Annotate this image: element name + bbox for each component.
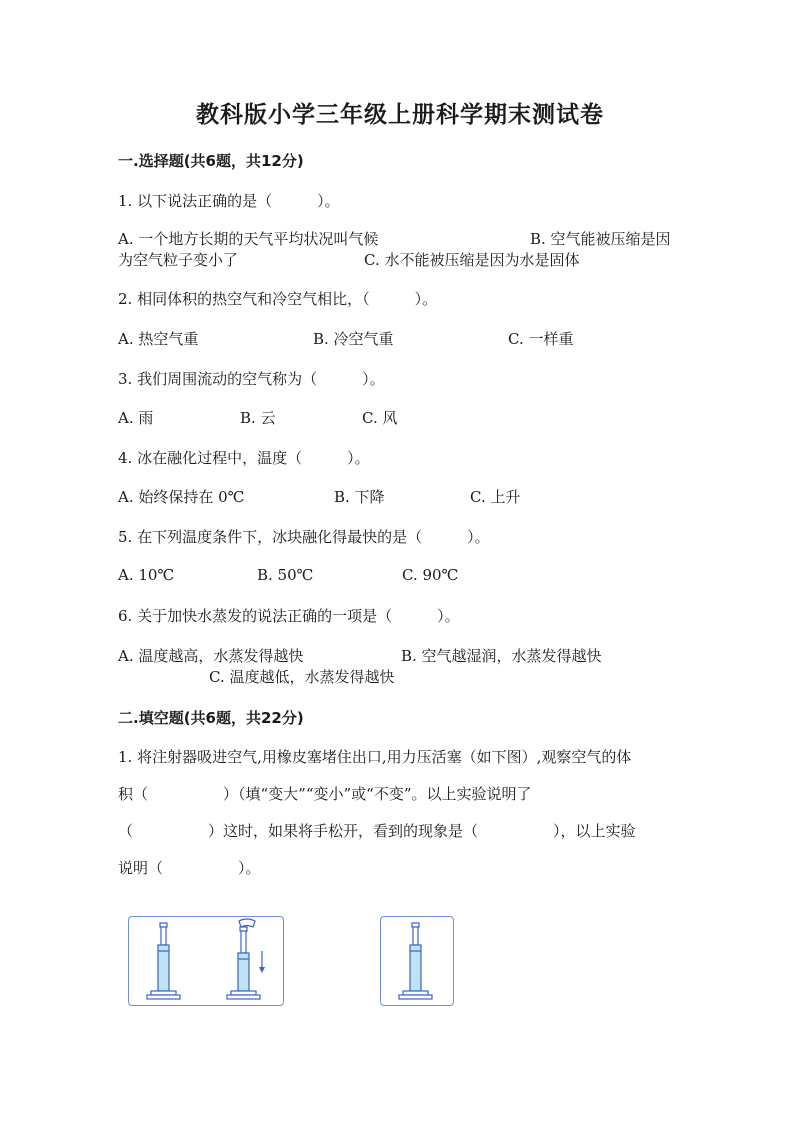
fill-question-1-line-2: 积（ ）（填“变大”“变小”或“不变”。以上实验说明了 <box>118 785 532 803</box>
question-3-option-b: B. 云 <box>240 409 276 427</box>
fill-question-1-line-4: 说明（ ）。 <box>118 859 261 877</box>
question-1-option-a: A. 一个地方长期的天气平均状况叫气候 <box>118 230 379 248</box>
question-6-option-b: B. 空气越湿润，水蒸发得越快 <box>401 647 602 665</box>
section-heading-choice: 一.选择题(共6题，共12分) <box>118 152 304 170</box>
question-4-option-b: B. 下降 <box>334 488 385 506</box>
fill-question-1-line-1: 1. 将注射器吸进空气,用橡皮塞堵住出口,用力压活塞（如下图）,观察空气的体 <box>118 748 632 766</box>
question-1-stem: 1. 以下说法正确的是（ ）。 <box>118 192 340 210</box>
question-5-option-b: B. 50℃ <box>257 566 314 584</box>
question-2-option-b: B. 冷空气重 <box>313 330 394 348</box>
syringe-single-illustration <box>381 917 453 1005</box>
question-1-option-c: C. 水不能被压缩是因为水是固体 <box>364 251 580 269</box>
syringe-pressed-icon <box>227 919 260 999</box>
question-2-option-c: C. 一样重 <box>508 330 574 348</box>
question-4-stem: 4. 冰在融化过程中，温度（ ）。 <box>118 449 370 467</box>
syringe-figure-right <box>380 916 454 1006</box>
exam-title: 教科版小学三年级上册科学期末测试卷 <box>196 102 604 128</box>
question-5-option-a: A. 10℃ <box>118 566 175 584</box>
question-6-option-c: C. 温度越低，水蒸发得越快 <box>209 668 395 686</box>
question-2-stem: 2. 相同体积的热空气和冷空气相比，（ ）。 <box>118 290 438 308</box>
question-1-option-b-continued: 为空气粒子变小了 <box>118 251 239 269</box>
fill-question-1-line-3: （ ）这时，如果将手松开，看到的现象是（ ），以上实验 <box>118 822 636 840</box>
syringe-icon <box>399 923 432 999</box>
question-6-option-a: A. 温度越高，水蒸发得越快 <box>118 647 304 665</box>
syringe-figure-left <box>128 916 284 1006</box>
question-5-stem: 5. 在下列温度条件下，冰块融化得最快的是（ ）。 <box>118 528 490 546</box>
question-2-option-a: A. 热空气重 <box>118 330 199 348</box>
question-5-option-c: C. 90℃ <box>402 566 459 584</box>
question-4-option-a: A. 始终保持在 0℃ <box>118 488 245 506</box>
syringe-pair-illustration <box>129 917 283 1005</box>
question-3-option-c: C. 风 <box>362 409 398 427</box>
question-3-stem: 3. 我们周围流动的空气称为（ ）。 <box>118 370 385 388</box>
question-6-stem: 6. 关于加快水蒸发的说法正确的一项是（ ）。 <box>118 607 460 625</box>
syringe-icon <box>147 923 180 999</box>
question-3-option-a: A. 雨 <box>118 409 154 427</box>
question-4-option-c: C. 上升 <box>470 488 521 506</box>
arrow-down-icon <box>259 951 265 973</box>
question-1-option-b: B. 空气能被压缩是因 <box>530 230 671 248</box>
section-heading-fill-blank: 二.填空题(共6题，共22分) <box>118 709 304 727</box>
